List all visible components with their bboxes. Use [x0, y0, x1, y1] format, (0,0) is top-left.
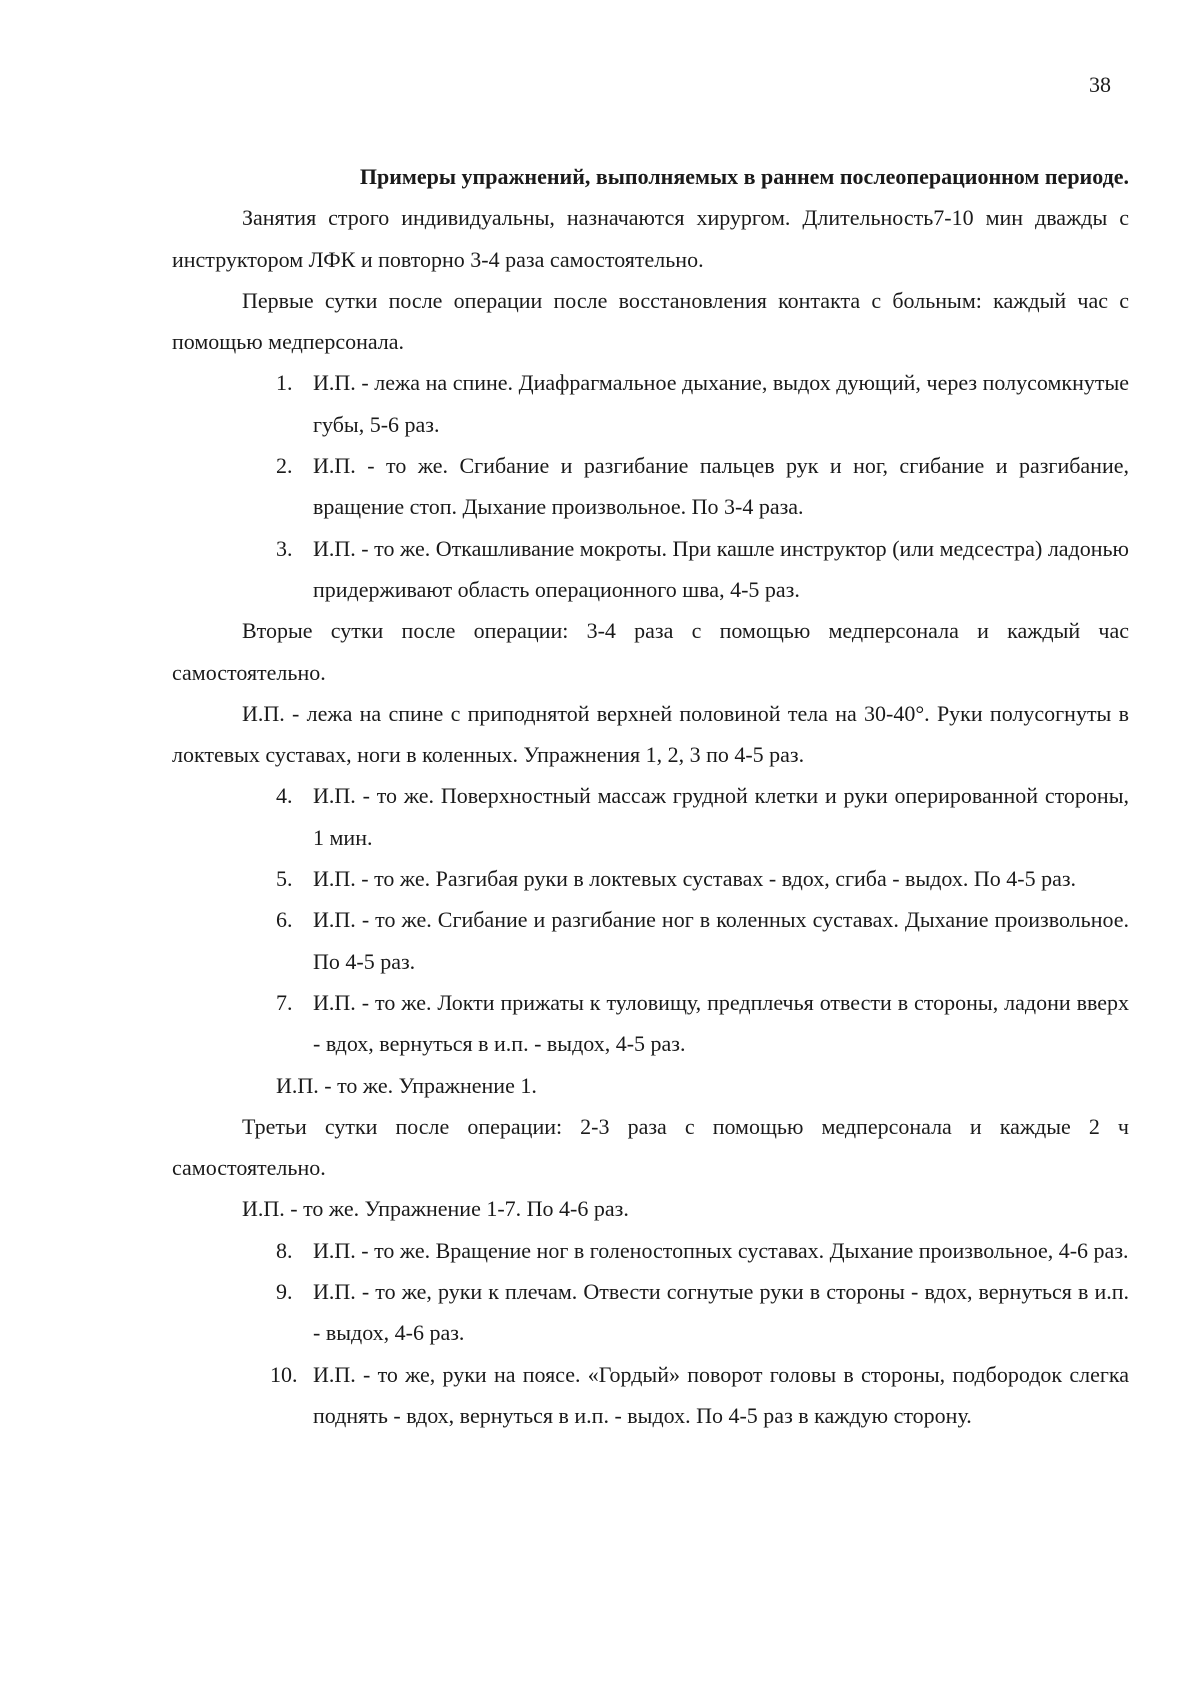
exercise-item-4: [172, 775, 1129, 858]
day1-exercise-list: [172, 362, 1129, 610]
exercise-item-6: [172, 899, 1129, 982]
exercise-number: 8.: [276, 1237, 293, 1263]
exercise-number: 6.: [276, 907, 293, 933]
day2-exercise-list: [172, 775, 1129, 1064]
exercise-text: И.П. - то же. Разгибая руки в локтевых суставах - вдох, сгиба - выдох. По 4-5 раз.: [313, 866, 1077, 892]
day3-paragraph: Третьи сутки после операции: 2-3 раза с помощью медперсонала и каждые 2 ч самостоятельно.: [172, 1113, 1129, 1181]
exercise-text: И.П. - то же. Сгибание и разгибание ног в коленных суставах. Дыхание произвольное. По 4-5 раз.: [313, 907, 1129, 974]
day1-paragraph: Первые сутки после операции после восстановления контакта с больным: каждый час с помощью медперсонала.: [172, 287, 1129, 355]
exercise-item-9: [172, 1271, 1129, 1354]
exercise-number: 9.: [276, 1279, 293, 1305]
exercise-item-7: [172, 982, 1129, 1065]
section-title: Примеры упражнений, выполняемых в раннем послеоперационном периоде.: [359, 164, 1129, 189]
day2-position-paragraph: И.П. - лежа на спине с приподнятой верхней половиной тела на 30-40°. Руки полусогнуты в локтевых суставах, ноги в коленных. Упражнения 1, 2, 3 по 4-5 раз.: [172, 700, 1129, 768]
exercise-number: 2.: [276, 453, 293, 479]
exercise-text: И.П. - то же, руки к плечам. Отвести согнутые руки в стороны - вдох, вернуться в и.п. - выдох, 4-6 раз.: [313, 1279, 1129, 1346]
day3-position-line: И.П. - то же. Упражнение 1-7. По 4-6 раз.: [242, 1196, 629, 1222]
exercise-number: 7.: [276, 989, 293, 1015]
exercise-item-5: [172, 858, 1129, 899]
exercise-text: И.П. - то же. Поверхностный массаж грудной клетки и руки оперированной стороны, 1 мин.: [313, 783, 1129, 850]
exercise-text: И.П. - то же. Вращение ног в голеностопных суставах. Дыхание произвольное, 4-6 раз.: [313, 1237, 1129, 1263]
exercise-number: 3.: [276, 535, 293, 561]
day3-exercise-list: [172, 1230, 1129, 1436]
exercise-text: И.П. - то же. Локти прижаты к туловищу, предплечья отвести в стороны, ладони вверх - вдох, вернуться в и.п. - выдох, 4-5 раз.: [313, 989, 1129, 1057]
exercise-number: 4.: [276, 783, 293, 809]
exercise-item-10: [172, 1354, 1129, 1437]
intro-paragraph: Занятия строго индивидуальны, назначаются хирургом. Длительность7-10 мин дважды с инструктором ЛФК и повторно 3-4 раза самостоятельно.: [172, 205, 1129, 272]
page-number: 38: [1089, 72, 1111, 97]
day2-after-line: И.П. - то же. Упражнение 1.: [276, 1072, 537, 1098]
exercise-item-2: [172, 445, 1129, 528]
exercise-item-1: [172, 362, 1129, 445]
exercise-text: И.П. - то же, руки на поясе. «Гордый» поворот головы в стороны, подбородок слегка поднять - вдох, вернуться в и.п. - выдох. По 4-5 раз в каждую сторону.: [313, 1361, 1129, 1428]
day2-paragraph: Вторые сутки после операции: 3-4 раза с помощью медперсонала и каждый час самостоятельно.: [172, 618, 1129, 685]
exercise-text: И.П. - лежа на спине. Диафрагмальное дыхание, выдох дующий, через полусомкнутые губы, 5-6 раз.: [313, 370, 1129, 437]
exercise-item-3: [172, 528, 1129, 611]
exercise-text: И.П. - то же. Сгибание и разгибание пальцев рук и ног, сгибание и разгибание, вращение стоп. Дыхание произвольное. По 3-4 раза.: [313, 453, 1129, 520]
exercise-number: 5.: [276, 866, 293, 892]
exercise-text: И.П. - то же. Откашливание мокроты. При кашле инструктор (или медсестра) ладонью придерживают область операционного шва, 4-5 раз.: [313, 535, 1129, 602]
exercise-number: 1.: [276, 370, 293, 396]
page-content: [172, 156, 1129, 1436]
exercise-item-8: [172, 1230, 1129, 1271]
exercise-number: 10.: [270, 1361, 298, 1387]
